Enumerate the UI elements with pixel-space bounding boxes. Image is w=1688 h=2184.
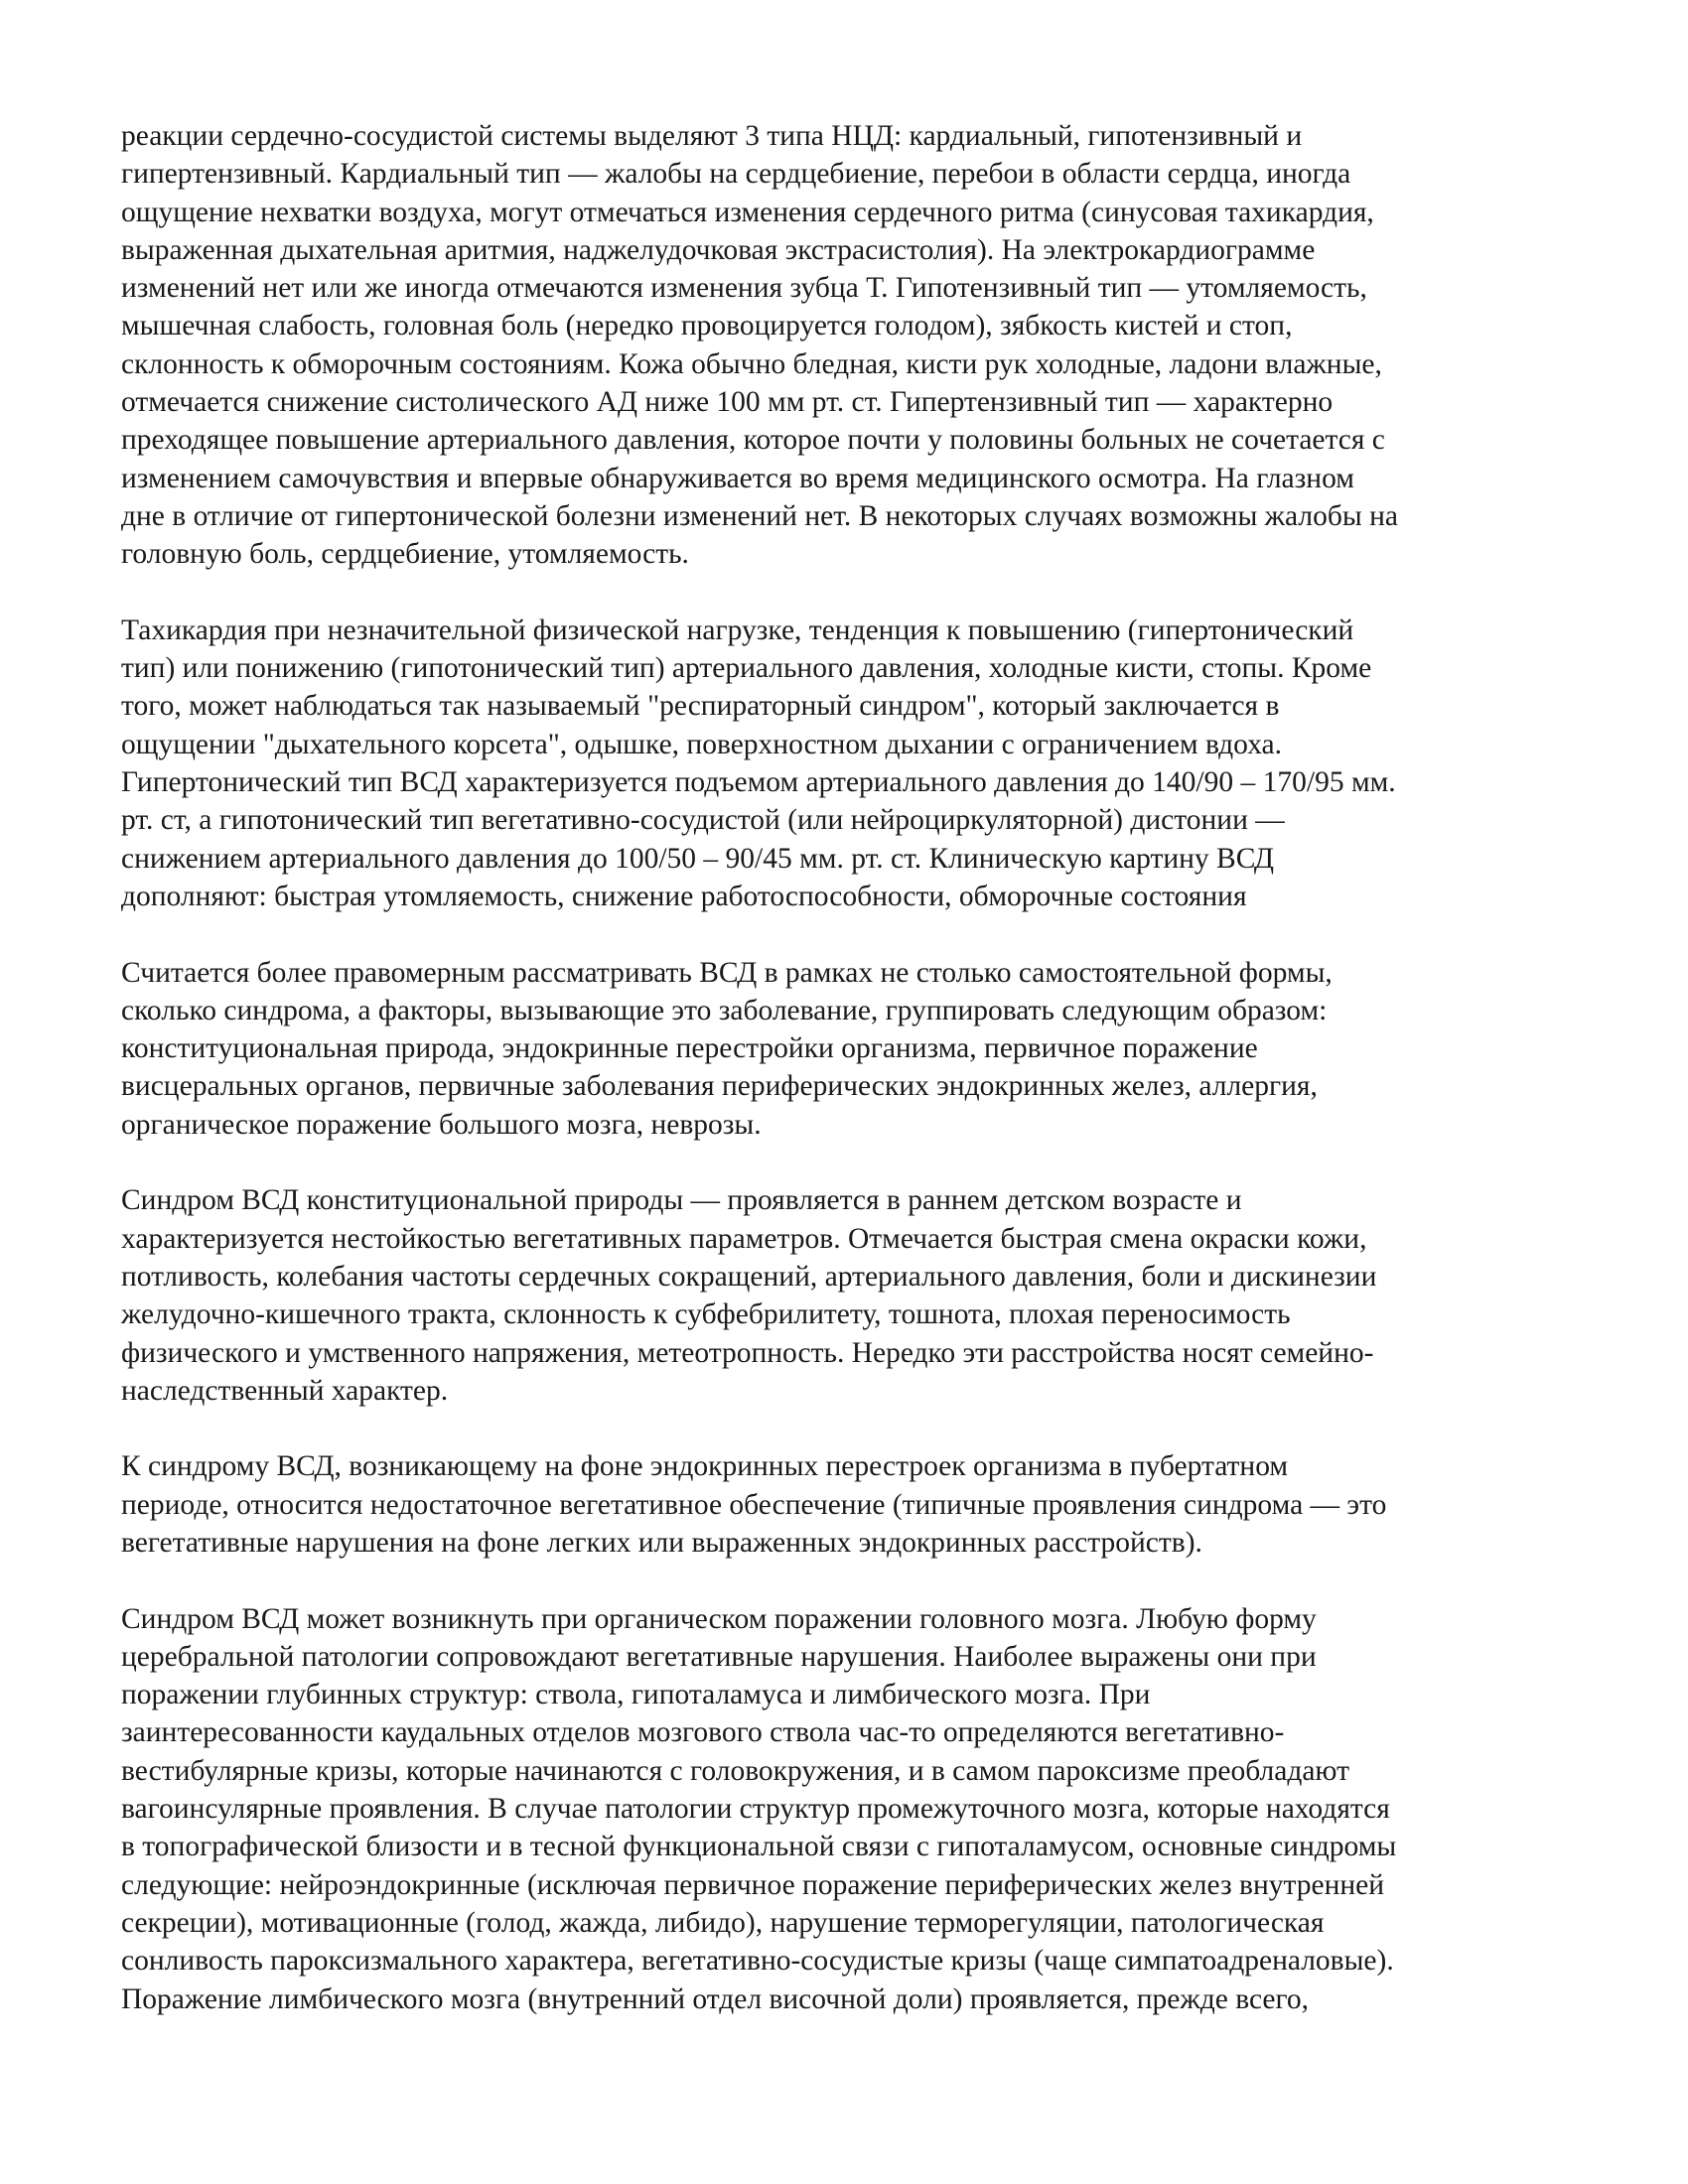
text-line: Поражение лимбического мозга (внутренний отдел височной доли) проявляется, прежде всего, xyxy=(121,1982,1310,2015)
paragraph xyxy=(121,1181,1581,1410)
text-line: вагоинсулярные проявления. В случае патологии структур промежуточного мозга, которые находятся xyxy=(121,1793,1390,1826)
text-line: Считается более правомерным рассматривать ВСД в рамках не столько самостоятельной формы, xyxy=(121,956,1333,989)
paragraph xyxy=(121,1447,1581,1562)
text-line: Синдром ВСД конституциональной природы — проявляется в раннем детском возрасте и xyxy=(121,1184,1242,1217)
text-line: изменением самочувствия и впервые обнаруживается во время медицинского осмотра. На глазном xyxy=(121,462,1354,494)
text-line: в топографической близости и в тесной функциональной связи с гипоталамусом, основные синдромы xyxy=(121,1831,1397,1863)
text-line: конституциональная природа, эндокринные перестройки организма, первичное поражение xyxy=(121,1032,1258,1065)
text-line: органическое поражение большого мозга, неврозы. xyxy=(121,1108,762,1141)
text-line: того, может наблюдаться так называемый "респираторный синдром", который заключается в xyxy=(121,690,1280,723)
text-line: следующие: нейроэндокринные (исключая первичное поражение периферических желез внутренней xyxy=(121,1868,1385,1901)
text-line: ощущение нехватки воздуха, могут отмечаться изменения сердечного ритма (синусовая тахикардия, xyxy=(121,196,1374,228)
paragraph xyxy=(121,117,1581,574)
text-line: отмечается снижение систолического АД ниже 100 мм рт. ст. Гипертензивный тип — характерно xyxy=(121,386,1334,419)
text-line: наследственный характер. xyxy=(121,1374,449,1407)
text-line: дне в отличие от гипертонической болезни изменений нет. В некоторых случаях возможны жалобы на xyxy=(121,499,1398,532)
text-line: тип) или понижению (гипотонический тип) артериального давления, холодные кисти, стопы. Кроме xyxy=(121,652,1372,685)
text-line: заинтересованности каудальных отделов мозгового ствола час-то определяются вегетативно- xyxy=(121,1716,1285,1749)
text-line: склонность к обморочным состояниям. Кожа обычно бледная, кисти рук холодные, ладони влажные, xyxy=(121,347,1382,380)
text-line: дополняют: быстрая утомляемость, снижение работоспособности, обморочные состояния xyxy=(121,880,1247,912)
text-line: потливость, колебания частоты сердечных сокращений, артериального давления, боли и дискинезии xyxy=(121,1260,1377,1293)
text-line: периоде, относится недостаточное вегетативное обеспечение (типичные проявления синдрома — это xyxy=(121,1488,1387,1521)
paragraph xyxy=(121,954,1581,1144)
paragraph xyxy=(121,1600,1581,2018)
text-line: желудочно-кишечного тракта, склонность к субфебрилитету, тошнота, плохая переносимость xyxy=(121,1298,1291,1331)
text-line: ощущении "дыхательного корсета", одышке, поверхностном дыхании с ограничением вдоха. xyxy=(121,728,1283,760)
text-line: Тахикардия при незначительной физической нагрузке, тенденция к повышению (гипертонический xyxy=(121,614,1354,646)
text-line: гипертензивный. Кардиальный тип — жалобы на сердцебиение, перебои в области сердца, иногда xyxy=(121,158,1351,191)
document-page xyxy=(121,117,1581,2056)
text-line: рт. ст, а гипотонический тип вегетативно-сосудистой (или нейроциркуляторной) дистонии — xyxy=(121,804,1285,837)
text-line: выраженная дыхательная аритмия, наджелудочковая экстрасистолия). На электрокардиограмме xyxy=(121,233,1316,266)
text-line: снижением артериального давления до 100/50 – 90/45 мм. рт. ст. Клиническую картину ВСД xyxy=(121,842,1275,875)
text-line: Синдром ВСД может возникнуть при органическом поражении головного мозга. Любую форму xyxy=(121,1602,1317,1635)
text-line: вегетативные нарушения на фоне легких или выраженных эндокринных расстройств). xyxy=(121,1526,1202,1559)
text-line: поражении глубинных структур: ствола, гипоталамуса и лимбического мозга. При xyxy=(121,1679,1151,1711)
text-line: висцеральных органов, первичные заболевания периферических эндокринных желез, аллергия, xyxy=(121,1070,1318,1103)
text-line: реакции сердечно-сосудистой системы выделяют 3 типа НЦД: кардиальный, гипотензивный и xyxy=(121,120,1303,152)
paragraph xyxy=(121,612,1581,915)
text-line: головную боль, сердцебиение, утомляемость. xyxy=(121,538,689,571)
text-line: секреции), мотивационные (голод, жажда, либидо), нарушение терморегуляции, патологическая xyxy=(121,1906,1325,1939)
text-line: сколько синдрома, а факторы, вызывающие это заболевание, группировать следующим образом: xyxy=(121,994,1328,1026)
text-line: сонливость пароксизмального характера, вегетативно-сосудистые кризы (чаще симпатоадреналовые). xyxy=(121,1945,1394,1978)
text-line: мышечная слабость, головная боль (нередко провоцируется голодом), зябкость кистей и стоп, xyxy=(121,310,1293,342)
text-line: преходящее повышение артериального давления, которое почти у половины больных не сочетается с xyxy=(121,424,1385,457)
text-line: церебральной патологии сопровождают вегетативные нарушения. Наиболее выражены они при xyxy=(121,1640,1317,1673)
text-line: К синдрому ВСД, возникающему на фоне эндокринных перестроек организма в пубертатном xyxy=(121,1450,1289,1483)
text-line: изменений нет или же иногда отмечаются изменения зубца Т. Гипотензивный тип — утомляемость, xyxy=(121,272,1367,305)
text-line: характеризуется нестойкостью вегетативных параметров. Отмечается быстрая смена окраски кожи, xyxy=(121,1222,1367,1255)
text-line: Гипертонический тип ВСД характеризуется подъемом артериального давления до 140/90 – 170/95 мм. xyxy=(121,766,1396,799)
text-line: вестибулярные кризы, которые начинаются с головокружения, и в самом пароксизме преобладают xyxy=(121,1754,1349,1787)
text-line: физического и умственного напряжения, метеотропность. Нередко эти расстройства носят семейно- xyxy=(121,1336,1374,1369)
